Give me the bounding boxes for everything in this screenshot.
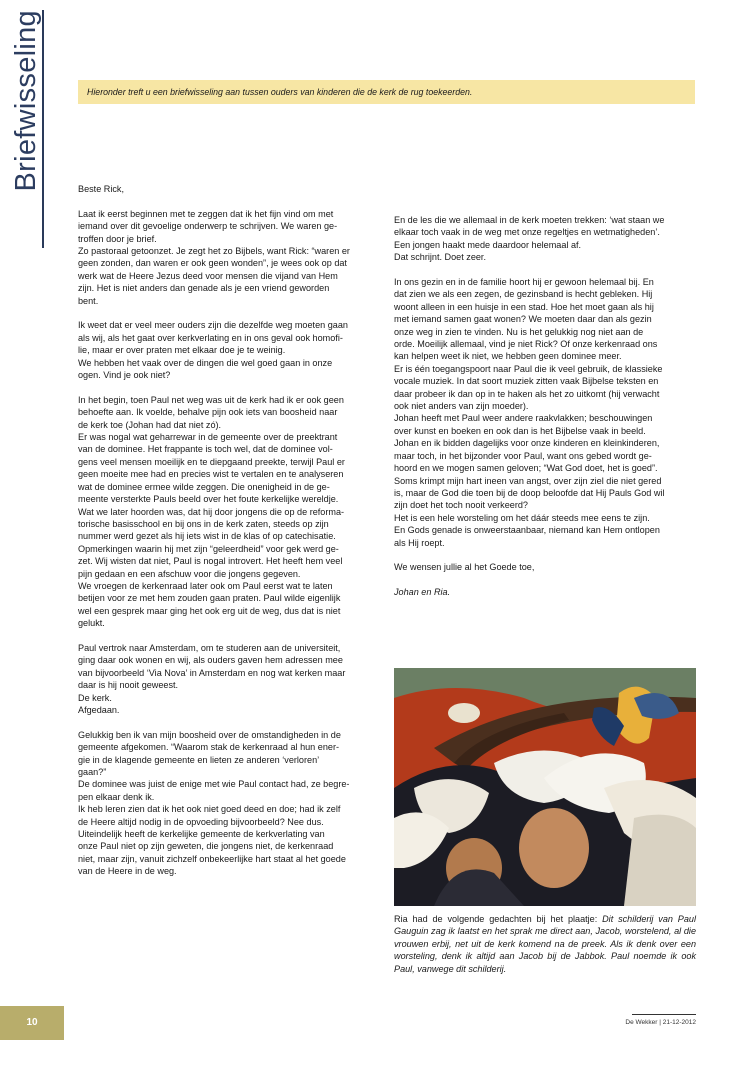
right-paragraphs bbox=[394, 214, 696, 574]
caption-italic: Dit schilderij van Paul Gauguin zag ik laatst en het sprak me direct aan, Jacob, worstelend, al die vrouwen erbij, net uit de kerk komend na de preek. Als ik denk over een worsteling, denk ik altijd aan Jacob bij de Jabbok. Paul noemde ik ook Paul, vanwege dit schilderij. bbox=[394, 914, 696, 974]
text-line: Er is één toegangspoort naar Paul die ik veel gebruik, de klassieke bbox=[394, 363, 663, 374]
text-line: maar toch, in het bijzonder voor Paul, want ons gebed wordt ge- bbox=[394, 450, 652, 461]
paragraph bbox=[394, 561, 696, 573]
text-line: zijn. Het is niet anders dan genade als je een vriend geworden bbox=[78, 283, 330, 294]
text-line: orde. Moeilijk allemaal, vind je niet Rick? Of onze kerkenraad ons bbox=[394, 339, 658, 350]
text-line: pijn gedaan en een afschuw voor die jongens gegeven. bbox=[78, 568, 301, 579]
footer-separator: | bbox=[657, 1019, 663, 1026]
text-line: van de dominee. Het frappante is toch wel, dat de dominee vol- bbox=[78, 444, 333, 455]
text-line: En de les die we allemaal in de kerk moeten trekken: ‘wat staan we bbox=[394, 215, 665, 225]
text-line: kan helpen weet ik niet, we hebben geen dominee meer. bbox=[394, 351, 622, 362]
text-line: ook niet anders van zijn moeder). bbox=[394, 401, 529, 412]
text-line: Er was nogal wat geharrewar in de gemeente over de preektrant bbox=[78, 432, 338, 443]
text-line: lie, maar er over praten met elkaar doe je te weinig. bbox=[78, 345, 286, 356]
text-line: De dominee was juist de enige met wie Paul contact had, ze begre- bbox=[78, 779, 350, 790]
text-line: onze Paul niet op zijn geweten, die jongens niet, de kerkenraad bbox=[78, 841, 334, 852]
text-line: daar probeer ik dan op in te haken als het zo uitkomt (hij verwacht bbox=[394, 388, 660, 399]
salutation: Beste Rick, bbox=[78, 184, 124, 194]
text-line: In het begin, toen Paul net weg was uit de kerk had ik er ook geen bbox=[78, 394, 344, 405]
text-line: troffen door je brief. bbox=[78, 233, 157, 244]
text-line: gens veel mensen moeilijk en te diepgaand preekte, terwijl Paul er bbox=[78, 456, 345, 467]
text-line: geen moeite mee had en precies wist te vertalen en te analyseren bbox=[78, 469, 344, 480]
gauguin-painting-image bbox=[394, 668, 696, 906]
text-line: van de Heere in de weg. bbox=[78, 866, 177, 877]
text-line: Gelukkig ben ik van mijn boosheid over de omstandigheden in de bbox=[78, 729, 341, 740]
text-line: Zo pastoraal getoonzet. Je zegt het zo Bijbels, want Rick: “waren er bbox=[78, 246, 350, 257]
text-line: gaan?” bbox=[78, 767, 107, 778]
left-paragraphs bbox=[78, 208, 379, 878]
text-line: En Gods genade is onweerstaanbaar, niemand kan Hem ontlopen bbox=[394, 525, 660, 536]
text-line: geen zonden, dan waren er ook geen wonden”, je wees ook op dat bbox=[78, 258, 347, 269]
letter-column-right bbox=[394, 214, 696, 611]
paragraph bbox=[78, 729, 379, 878]
text-line: zet. Wij wisten dat niet, Paul is nogal introvert. Het heeft hem veel bbox=[78, 556, 343, 567]
text-line: ogen. Vind je ook niet? bbox=[78, 370, 171, 381]
text-line: met iemand samen gaat wonen? We moeten daar dan als gezin bbox=[394, 314, 652, 325]
text-line: Wat we later hoorden was, dat hij door jongens die op de reforma- bbox=[78, 506, 345, 517]
footer bbox=[600, 1019, 696, 1026]
text-line: is, maar de God die toen bij de doop beloofde dat Hij Pauls God wil bbox=[394, 487, 665, 498]
text-line: onze weg in zien te vinden. Nu is het gelukkig nog niet aan de bbox=[394, 326, 644, 337]
text-line: pen elkaar denk ik. bbox=[78, 791, 155, 802]
text-line: Ik heb leren zien dat ik het ook niet goed deed en doe; had ik zelf bbox=[78, 804, 341, 815]
text-line: gie in de klagende gemeente en lieten ze anderen ‘verloren’ bbox=[78, 754, 320, 765]
text-line: werk wat de Heere Jezus deed voor mensen die vijand van Hem bbox=[78, 270, 338, 281]
paragraph bbox=[78, 319, 379, 381]
text-line: als Hij roept. bbox=[394, 537, 445, 548]
page-number: 10 bbox=[0, 1006, 64, 1040]
text-line: betijen voor ze met hem zouden gaan praten. Paul wilde eigenlijk bbox=[78, 593, 341, 604]
text-line: Laat ik eerst beginnen met te zeggen dat ik het fijn vind om met bbox=[78, 208, 334, 219]
text-line: vocale muziek. In dat soort muziek zitten vaak Bijbelse teksten en bbox=[394, 376, 659, 387]
text-line: wat de dominee ermee wilde zeggen. Die onenigheid in de ge- bbox=[78, 481, 330, 492]
text-line: iemand over dit gevoelige onderwerp te schrijven. We waren ge- bbox=[78, 221, 338, 232]
text-line: Afgedaan. bbox=[78, 705, 120, 715]
text-line: niet, maar zijn, vanuit zichzelf onbekeerlijke hart staat al het goede bbox=[78, 853, 346, 864]
text-line: Paul vertrok naar Amsterdam, om te studeren aan de universiteit, bbox=[78, 642, 341, 653]
intro-banner: Hieronder treft u een briefwisseling aan tussen ouders van kinderen die de kerk de rug toekeerden. bbox=[78, 80, 695, 104]
footer-publication: De Wekker bbox=[625, 1019, 658, 1026]
paragraph bbox=[394, 214, 696, 264]
text-line: Johan heeft met Paul weer andere raakvlakken; beschouwingen bbox=[394, 413, 653, 424]
text-line: over kunst en boeken en ook dan is het Bijbelse vaak in beeld. bbox=[394, 425, 646, 436]
text-line: wel een gesprek maar ging het ook erg uit de weg, dus dat is niet bbox=[78, 605, 341, 616]
text-line: meente versterkte Pauls beeld over het foute kerkelijke wereldje. bbox=[78, 494, 339, 505]
text-line: hoord en we mogen samen geloven; “Wat God doet, het is goed”. bbox=[394, 463, 658, 474]
text-line: daar is hij nooit geweest. bbox=[78, 680, 179, 691]
text-line: nummer werd gezet als hij iets wist in de klas of op catechisatie. bbox=[78, 531, 336, 542]
text-line: Dat schrijnt. Doet zeer. bbox=[394, 252, 486, 263]
text-line: bent. bbox=[78, 295, 99, 306]
caption-lead: Ria had de volgende gedachten bij het plaatje: bbox=[394, 914, 603, 924]
text-line: Een jongen haakt mede daardoor helemaal af. bbox=[394, 239, 582, 250]
section-title-label: Briefwisseling bbox=[10, 10, 42, 192]
signature: Johan en Ria. bbox=[394, 587, 451, 598]
text-line: van bijvoorbeeld ‘Via Nova’ in Amsterdam en nog wat kerken maar bbox=[78, 667, 346, 678]
text-line: We vroegen de kerkenraad later ook om Paul eerst wat te laten bbox=[78, 580, 333, 591]
painting-caption bbox=[394, 913, 696, 975]
text-line: Johan en ik bidden dagelijks voor onze kinderen en kleinkinderen, bbox=[394, 438, 660, 449]
footer-date: 21-12-2012 bbox=[662, 1019, 696, 1026]
section-title bbox=[4, 10, 44, 248]
text-line: Ik weet dat er veel meer ouders zijn die dezelfde weg moeten gaan bbox=[78, 320, 348, 331]
text-line: We hebben het vaak over de dingen die wel goed gaan in onze bbox=[78, 357, 333, 368]
text-line: zijn doet het toch nooit verkeerd? bbox=[394, 500, 528, 511]
text-line: In ons gezin en in de familie hoort hij er gewoon helemaal bij. En bbox=[394, 277, 654, 288]
text-line: Soms krimpt mijn hart ineen van angst, over zijn ziel die niet gered bbox=[394, 475, 662, 486]
text-line: elkaar toch vaak in de weg met onze regeltjes en wetmatigheden’. bbox=[394, 227, 660, 238]
painting-illustration bbox=[394, 668, 696, 906]
text-line: als wij, als het gaat over kerkverlating en in ons geval ook homofi- bbox=[78, 332, 343, 343]
letter-column-left bbox=[78, 183, 379, 890]
text-line: behoefte aan. Ik voelde, behalve pijn ook iets van boosheid naar bbox=[78, 407, 338, 418]
text-line: woont alleen in een huisje in een stad. Hoe het moet gaan als hij bbox=[394, 301, 654, 312]
text-line: ging daar ook wonen en wij, als ouders gaven hem adressen mee bbox=[78, 655, 343, 666]
text-line: We wensen jullie al het Goede toe, bbox=[394, 562, 535, 573]
text-line: gemeente afgekomen. “Waarom stak de kerkenraad al hun ener- bbox=[78, 742, 339, 753]
text-line: Uiteindelijk heeft de kerkelijke gemeente de kerkverlating van bbox=[78, 829, 325, 840]
text-line: De kerk. bbox=[78, 692, 112, 703]
text-line: dat zien we als een zegen, de gezinsband is hecht gebleken. Hij bbox=[394, 289, 653, 300]
paragraph bbox=[78, 642, 379, 716]
paragraph bbox=[78, 394, 379, 630]
text-line: Opmerkingen waarin hij met zijn “geleerdheid” voor gek werd ge- bbox=[78, 543, 339, 554]
text-line: gelukt. bbox=[78, 618, 105, 629]
paragraph bbox=[78, 208, 379, 307]
text-line: torische basisschool en bij ons in de kerk zaten, steeds op zijn bbox=[78, 518, 329, 529]
text-line: Het is een hele worsteling om het dáár steeds mee eens te zijn. bbox=[394, 512, 650, 523]
text-line: de kerk toe (Johan had dat niet zó). bbox=[78, 419, 222, 430]
paragraph bbox=[394, 276, 696, 549]
text-line: de Heere altijd nodig in de opvoeding bijvoorbeeld? Nee dus. bbox=[78, 816, 324, 827]
footer-rule bbox=[632, 1014, 696, 1015]
